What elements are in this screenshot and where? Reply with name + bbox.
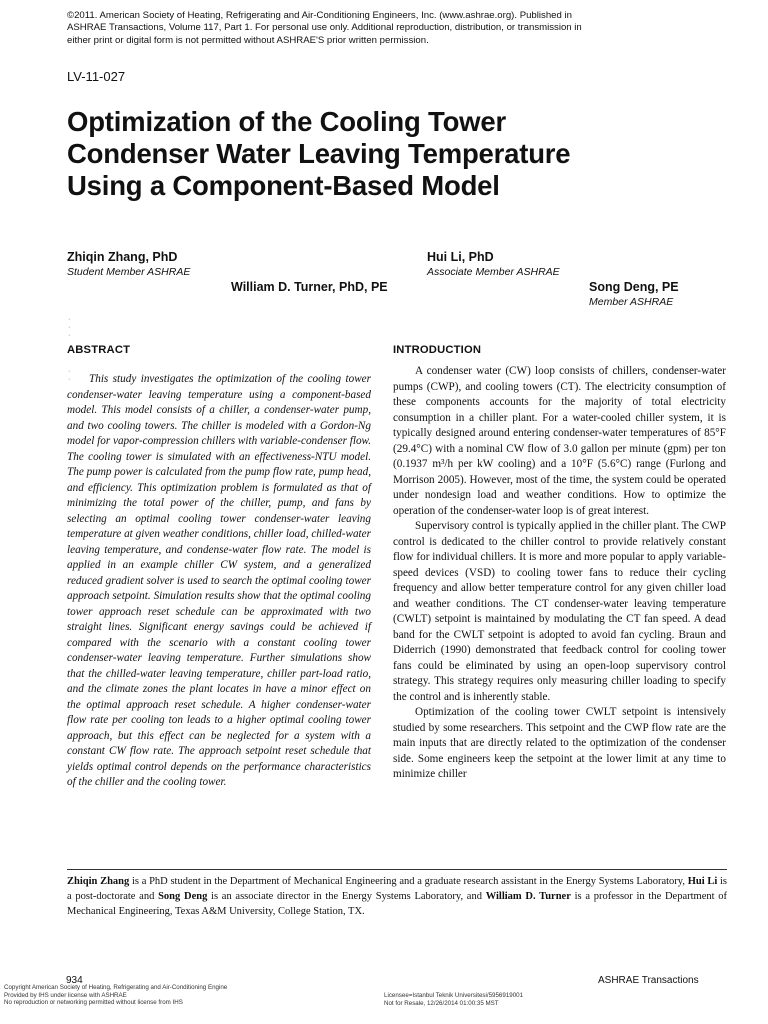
author-affiliation: Student Member ASHRAE — [67, 266, 191, 278]
title-line: Optimization of the Cooling Tower — [67, 106, 506, 137]
introduction-heading: INTRODUCTION — [393, 344, 482, 356]
author-name: Song Deng, PE — [589, 280, 679, 294]
author-name: Hui Li, PhD — [427, 250, 494, 264]
license-notice-left — [4, 984, 304, 1007]
license-line: Provided by IHS under license with ASHRAE — [4, 991, 127, 999]
introduction-body — [393, 364, 726, 783]
license-line: Licensee=Istanbul Teknik Universitesi/5956919001 — [384, 992, 524, 999]
footnote-text: is a professor in the Department of Mechanical Engineering, Texas A&M University, College Station, TX. — [67, 891, 728, 917]
copyright-line: ©2011. American Society of Heating, Refrigerating and Air-Conditioning Engineers, Inc. (www.ashrae.org). Published in — [67, 10, 572, 21]
page-number: 934 — [66, 975, 83, 986]
abstract-heading: ABSTRACT — [67, 344, 131, 356]
title-line: Using a Component-Based Model — [67, 170, 500, 201]
copyright-notice — [67, 10, 627, 47]
footnote-name: Song Deng — [158, 891, 208, 902]
license-line: Not for Resale, 12/26/2014 01:00:35 MST — [384, 999, 499, 1007]
license-line: Copyright American Society of Heating, Refrigerating and Air-Conditioning Engine — [4, 984, 228, 991]
footnote-text: is a PhD student in the Department of Mechanical Engineering and a graduate research assistant in the Energy Systems Laboratory, — [129, 876, 688, 887]
document-id: LV-11-027 — [67, 69, 126, 84]
license-line: No reproduction or networking permitted without license from IHS — [4, 999, 183, 1007]
paper-title — [67, 106, 687, 202]
journal-name: ASHRAE Transactions — [598, 975, 699, 986]
copyright-line: ASHRAE Transactions, Volume 117, Part 1. For personal use only. Additional reproduction, distribution, or transmission in — [67, 22, 582, 34]
scan-artifact-dots: · · — [68, 368, 71, 383]
footnote-text: is a post-doctorate and — [67, 876, 727, 902]
intro-paragraph: Optimization of the cooling tower CWLT setpoint is intensively studied by some researchers. This setpoint and the CWP flow rate are the main inputs that are directly related to the optimization of the condenser side. Some engineers keep the setpoint at the lower limit at any time to minimize chiller — [393, 706, 726, 780]
copyright-line: either print or digital form is not permitted without ASHRAE'S prior written permission. — [67, 34, 429, 46]
author-affiliation: Associate Member ASHRAE — [427, 266, 560, 278]
title-line: Condenser Water Leaving Temperature — [67, 138, 571, 169]
author-li — [427, 250, 560, 279]
author-footnote — [67, 869, 727, 919]
author-turner — [231, 280, 388, 295]
intro-paragraph: Supervisory control is typically applied in the chiller plant. The CWP control is dedicated to the chiller control to provide relatively constant flow for individual chillers. It is more and more popular to apply variable-speed devices (VSD) to cooling tower fans to reduce their cycling frequency and allow better temperature control for any given chiller load and weather conditions. The CT condenser-water leaving temperature (CWLT) setpoint is maintained by modulating the CT fan speed. A dead band for the CWLT setpoint is adopted to avoid fan cycling. Braun and Diderrich (1990) demonstrated that feedback control for cooling tower fans could be eliminated by using an open-loop supervisory control strategy. This strategy requires only measuring chiller loading to specify the control and is inherently stable. — [393, 520, 726, 703]
footnote-text: is an associate director in the Energy Systems Laboratory, and — [207, 891, 486, 902]
footnote-name: William D. Turner — [485, 891, 571, 902]
author-deng — [589, 280, 679, 309]
scan-artifact-dots: · · · — [68, 316, 71, 339]
intro-paragraph: A condenser water (CW) loop consists of chillers, condenser-water pumps (CWP), and cooling towers (CT). The electricity consumption of these components accounts for the majority of total electricity consumption in a chiller plant. For a water-cooled chiller system, it is typically designed around entering condenser-water temperatures of 85°F (29.4°C) with a nominal CW flow of 3.0 gallon per minute (gpm) per ton (0.1937 m³/h per kW cooling) and a 10°F (5.6°C) range (Furlong and Morrison 2005). However, most of the time, the system could be operated under nondesign load and weather conditions. How to optimize the operation of the condenser-water loop is of great interest. — [393, 365, 726, 517]
abstract-text: This study investigates the optimization of the cooling tower condenser-water leaving temperature using a component-based model. This model consists of a chiller, a condenser-water pump, and two cooling towers. The chiller is modeled with a Gordon-Ng model for vapor-compression chillers with variable-condenser flow. The cooling tower is simulated with an effectiveness-NTU model. The pump power is calculated from the pump flow rate, pump head, and efficiency. This optimization problem is formulated as that of minimizing the total power of the chiller, pump, and fans by selecting an optimal cooling tower condenser-water leaving temperature at given weather conditions, chiller load, chilled-water leaving temperature, and condense-water flow rate. The model is applied in an example chiller CW system, and a generalized reduced gradient solver is used to search the optimal cooling tower approach setpoint. Simulation results show that the optimal cooling tower approach reset schedule can be approximated with two straight lines. Significant energy savings could be achieved if compared with the scenario with a constant cooling tower condenser-water leaving temperature. Further simulations show that the chilled-water leaving temperature, chiller part-load ratio, and the climate zones the plant locates in have a minor effect on the optimal approach reset schedule. A higher condenser-water flow rate per cooling ton leads to a higher optimal cooling tower approach, but this effect can be neglected for a system with a constant CW flow rate. The approach setpoint reset schedule that yields optimal control depends on the performance characteristics of the chiller and the cooling tower. — [67, 373, 371, 788]
author-zhang — [67, 250, 190, 279]
footnote-name: Zhiqin Zhang — [67, 876, 130, 887]
author-affiliation: Member ASHRAE — [589, 296, 674, 308]
footnote-name: Hui Li — [687, 876, 718, 887]
license-notice-right — [384, 992, 634, 1007]
author-name: William D. Turner, PhD, PE — [231, 280, 388, 294]
author-name: Zhiqin Zhang, PhD — [67, 250, 178, 264]
